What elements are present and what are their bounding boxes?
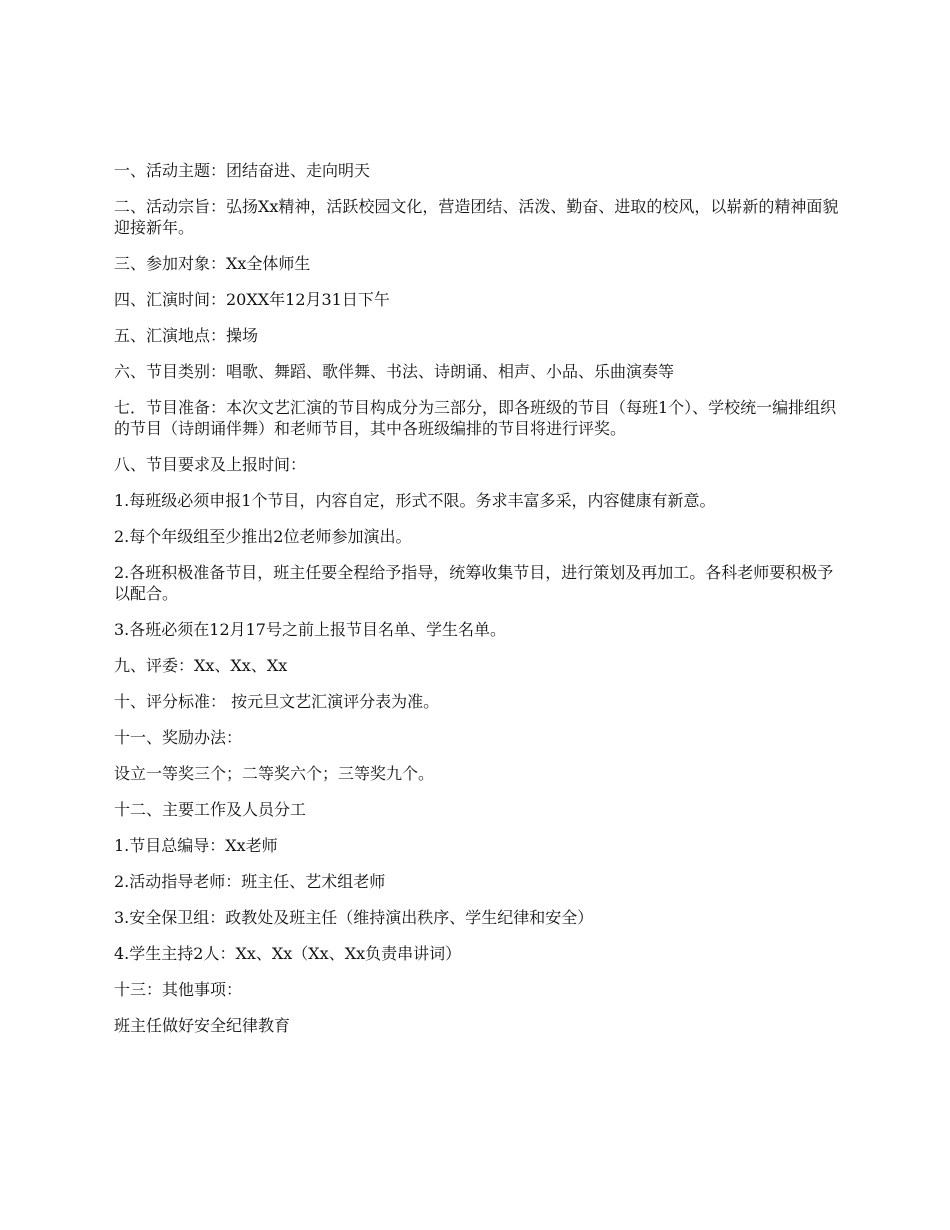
section-program-preparation: 七．节目准备：本次文艺汇演的节目构成分为三部分，即各班级的节目（每班1个）、学校统一编排组织的节目（诗朗诵伴舞）和老师节目，其中各班级编排的节目将进行评奖。 — [114, 398, 837, 438]
section-location: 五、汇演地点：操场 — [114, 326, 259, 345]
requirement-item: 1.每班级必须申报1个节目，内容自定，形式不限。务求丰富多采，内容健康有新意。 — [114, 491, 716, 510]
section-time: 四、汇演时间：20XX年12月31日下午 — [114, 290, 390, 309]
requirement-item: 2.各班积极准备节目，班主任要全程给予指导，统筹收集节目，进行策划及再加工。各科老师要积极予以配合。 — [114, 563, 834, 603]
section-other-heading: 十三：其他事项： — [114, 980, 243, 999]
requirement-item: 3.各班必须在12月17号之前上报节目名单、学生名单。 — [114, 620, 506, 639]
staffing-item: 4.学生主持2人：Xx、Xx（Xx、Xx负责串讲词） — [114, 944, 462, 963]
awards-detail: 设立一等奖三个；二等奖六个；三等奖九个。 — [114, 764, 435, 783]
section-awards-heading: 十一、奖励办法： — [114, 728, 243, 747]
section-requirements-heading: 八、节目要求及上报时间： — [114, 455, 307, 474]
section-participants: 三、参加对象：Xx全体师生 — [114, 254, 311, 273]
section-theme: 一、活动主题：团结奋进、走向明天 — [114, 161, 371, 180]
section-program-types: 六、节目类别：唱歌、舞蹈、歌伴舞、书法、诗朗诵、相声、小品、乐曲演奏等 — [114, 362, 675, 381]
staffing-item: 3.安全保卫组：政教处及班主任（维持演出秩序、学生纪律和安全） — [114, 908, 594, 927]
requirement-item: 2.每个年级组至少推出2位老师参加演出。 — [114, 527, 412, 546]
section-purpose: 二、活动宗旨：弘扬Xx精神，活跃校园文化，营造团结、活泼、勤奋、进取的校风，以崭新的精神面貌迎接新年。 — [114, 197, 839, 237]
document-body — [114, 160, 844, 1051]
section-judges: 九、评委：Xx、Xx、Xx — [114, 656, 288, 675]
staffing-item: 1.节目总编导：Xx老师 — [114, 836, 278, 855]
section-scoring: 十、评分标准： 按元旦文艺汇演评分表为准。 — [114, 692, 440, 711]
section-staffing-heading: 十二、主要工作及人员分工 — [114, 800, 307, 819]
staffing-item: 2.活动指导老师：班主任、艺术组老师 — [114, 872, 386, 891]
other-item: 班主任做好安全纪律教育 — [114, 1016, 291, 1035]
